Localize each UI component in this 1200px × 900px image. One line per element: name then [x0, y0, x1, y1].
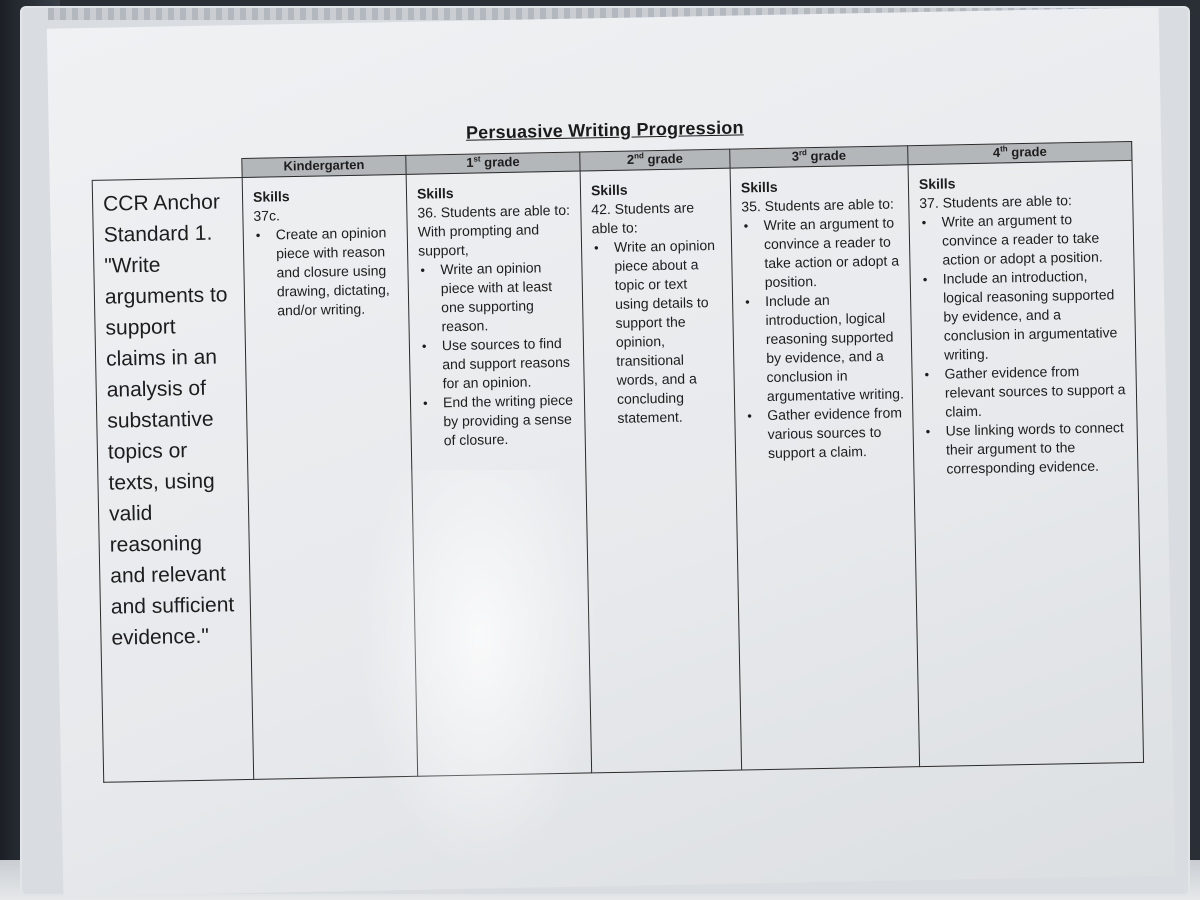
grade-word: grade [806, 147, 847, 164]
anchor-standard-cell: CCR Anchor Standard 1. "Write arguments to support claims in an analysis of substantive topics or texts, using valid reasoning and relevant and sufficient evidence." [92, 178, 254, 783]
skills-intro-text: 36. Students are able to: [417, 201, 571, 221]
grade-skills-cell [730, 165, 920, 770]
skills-bullet-list [919, 209, 1129, 479]
skills-heading: Skills [918, 175, 956, 193]
skills-heading: Skills [590, 181, 628, 199]
grade-skills-cell [580, 168, 742, 773]
skills-heading: Skills [740, 178, 778, 196]
grade-skills-cell [242, 174, 418, 779]
skill-bullet: • End the writing piece by providing a sense of closure. [443, 391, 577, 451]
skill-bullet: • Use linking words to connect their argument to the corresponding evidence. [945, 418, 1129, 479]
skills-bullet-list [254, 223, 401, 321]
skills-intro-text: 37c. [253, 207, 281, 224]
skills-bullet-list [418, 258, 577, 451]
skills-intro-text: 37. Students are able to: [919, 192, 1072, 212]
grade-number: 4 [992, 144, 1001, 160]
grade-ordinal-suffix: th [999, 144, 1008, 154]
writing-progression-table [91, 141, 1144, 783]
skill-bullet: • Write an argument to convince a reader to take action or adopt a position. [941, 209, 1125, 270]
grade-number: 2 [626, 151, 635, 167]
skills-intro-text: 42. Students are able to: [591, 199, 695, 237]
grade-word: grade [480, 154, 520, 170]
skill-bullet: • Gather evidence from relevant sources to support a claim. [944, 361, 1128, 422]
skills-intro-text: With prompting and support, [417, 221, 540, 259]
grade-skills-cell [406, 171, 592, 776]
skills-bullet-list [592, 236, 727, 428]
grade-word: grade [643, 150, 684, 167]
skill-bullet: • Create an opinion piece with reason and closure using drawing, dictating, and/or writing. [276, 223, 401, 320]
skill-bullet: • Use sources to find and support reasons for an opinion. [442, 334, 576, 394]
skill-bullet: • Include an introduction, logical reasoning supported by evidence, and a conclusion in argumentative writing. [943, 266, 1128, 364]
grade-ordinal-suffix: rd [798, 148, 807, 158]
skill-bullet: • Gather evidence from various sources to support a claim. [767, 403, 905, 463]
printed-page [47, 7, 1175, 896]
skill-bullet: • Write an opinion piece about a topic or text using details to support the opinion, transitional words, and a concluding statement. [614, 236, 727, 428]
skills-heading: Skills [416, 184, 454, 202]
skills-bullet-list [742, 213, 906, 463]
grade-ordinal-suffix: nd [633, 151, 644, 161]
grade-number: 3 [791, 148, 800, 164]
grade-ordinal-suffix: st [473, 154, 481, 164]
skills-intro-text: 35. Students are able to: [741, 195, 894, 215]
skill-bullet: • Include an introduction, logical reasoning supported by evidence, and a conclusion in argumentative writing. [765, 289, 904, 406]
grade-number: 1 [466, 154, 474, 171]
skill-bullet: • Write an opinion piece with at least one supporting reason. [440, 258, 574, 337]
skills-row [92, 160, 1143, 782]
grade-number: Kindergarten [283, 157, 365, 174]
skill-bullet: • Write an argument to convince a reader to take action or adopt a position. [763, 213, 901, 292]
skills-heading: Skills [252, 188, 290, 205]
grade-word: grade [1007, 143, 1047, 160]
grade-skills-cell [908, 160, 1144, 766]
page-title: Persuasive Writing Progression [465, 117, 744, 143]
